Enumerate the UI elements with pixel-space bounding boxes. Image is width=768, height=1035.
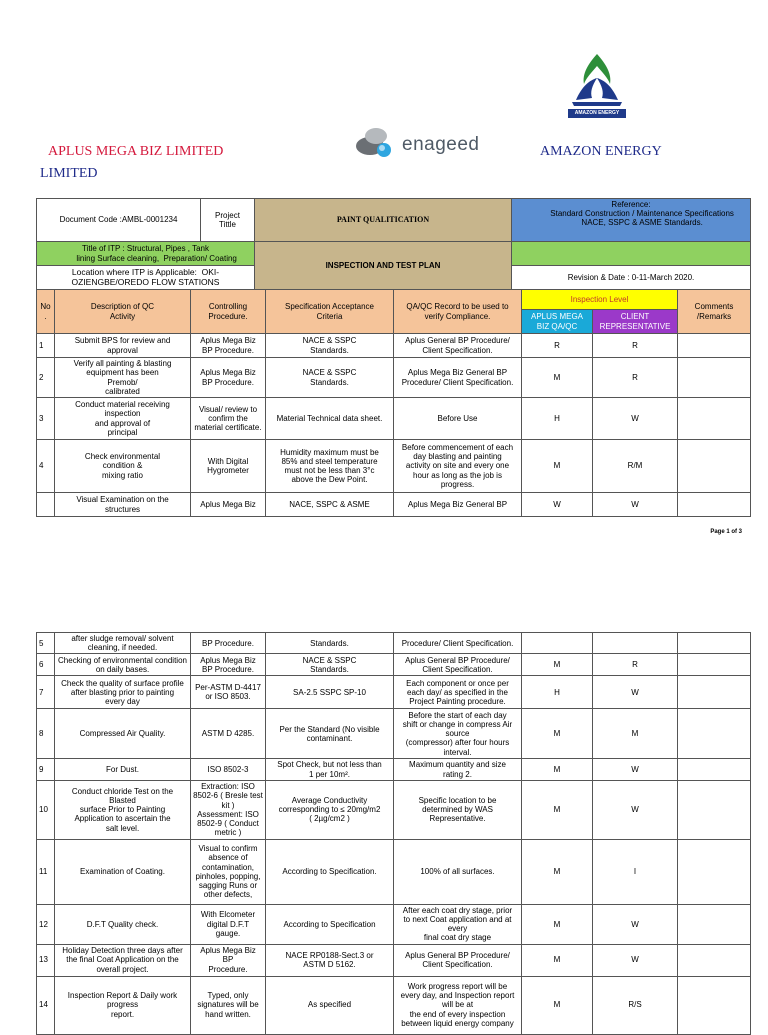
row-remarks bbox=[678, 633, 751, 654]
row-remarks bbox=[678, 944, 751, 976]
row-aplus-level: M bbox=[522, 709, 593, 759]
row-client-level: W bbox=[593, 493, 678, 517]
table-row bbox=[37, 759, 751, 780]
row-remarks bbox=[678, 976, 751, 1034]
row-acceptance-criteria: NACE RP0188-Sect.3 or ASTM D 5162. bbox=[266, 944, 394, 976]
col-header-inspection-level: Inspection Level bbox=[522, 290, 678, 310]
row-acceptance-criteria: NACE & SSPC Standards. bbox=[266, 334, 394, 358]
row-description: Holiday Detection three days after the final Coat Application on the overall project. bbox=[55, 944, 191, 976]
row-description: Conduct chloride Test on the Blasted surface Prior to Painting Application to ascertain the salt level. bbox=[55, 780, 191, 839]
itp-table-page2 bbox=[36, 632, 751, 1035]
row-controlling-procedure: ASTM D 4285. bbox=[191, 709, 266, 759]
row-acceptance-criteria: Material Technical data sheet. bbox=[266, 398, 394, 440]
row-description: Check the quality of surface profile after blasting prior to painting every day bbox=[55, 676, 191, 709]
row-record: Work progress report will be every day, and Inspection report will be at the end of every inspection between liquid energy company bbox=[394, 976, 522, 1034]
row-controlling-procedure: Typed, only signatures will be hand written. bbox=[191, 976, 266, 1034]
row-number: 10 bbox=[37, 780, 55, 839]
row-record: Specific location to be determined by WAS Representative. bbox=[394, 780, 522, 839]
row-client-level: R bbox=[593, 654, 678, 676]
amazon-energy-logo bbox=[562, 52, 632, 122]
row-record: After each coat dry stage, prior to next Coat application and at every final coat dry stage bbox=[394, 904, 522, 944]
row-aplus-level: W bbox=[522, 493, 593, 517]
row-record: Aplus Mega Biz General BP Procedure/ Client Specification. bbox=[394, 358, 522, 398]
paint-qualification: PAINT QUALITICATION bbox=[255, 199, 512, 242]
table-row bbox=[37, 358, 751, 398]
table-row bbox=[37, 633, 751, 654]
row-client-level: R bbox=[593, 334, 678, 358]
row-description: For Dust. bbox=[55, 759, 191, 780]
row-description: Conduct material receiving inspection and approval of principal bbox=[55, 398, 191, 440]
row-client-level bbox=[593, 633, 678, 654]
row-aplus-level: M bbox=[522, 976, 593, 1034]
row-remarks bbox=[678, 493, 751, 517]
row-remarks bbox=[678, 334, 751, 358]
row-client-level: I bbox=[593, 839, 678, 904]
row-number: 6 bbox=[37, 654, 55, 676]
row-acceptance-criteria: As specified bbox=[266, 976, 394, 1034]
row-aplus-level: M bbox=[522, 780, 593, 839]
row-number: 9 bbox=[37, 759, 55, 780]
row-number: 1 bbox=[37, 334, 55, 358]
row-number: 12 bbox=[37, 904, 55, 944]
row-number: 2 bbox=[37, 358, 55, 398]
enageed-logo bbox=[354, 124, 400, 160]
table-row bbox=[37, 709, 751, 759]
row-remarks bbox=[678, 398, 751, 440]
col-header-record: QA/QC Record to be used to verify Compliance. bbox=[394, 290, 522, 334]
row-client-level: R bbox=[593, 358, 678, 398]
row-client-level: M bbox=[593, 709, 678, 759]
row-client-level: W bbox=[593, 904, 678, 944]
page-number: Page 1 of 3 bbox=[710, 529, 742, 535]
table-row bbox=[37, 398, 751, 440]
row-acceptance-criteria: Per the Standard (No visible contaminant. bbox=[266, 709, 394, 759]
row-client-level: W bbox=[593, 944, 678, 976]
row-record: Aplus General BP Procedure/ Client Specification. bbox=[394, 334, 522, 358]
row-remarks bbox=[678, 709, 751, 759]
row-remarks bbox=[678, 780, 751, 839]
page2-rows bbox=[37, 633, 751, 1035]
row-client-level: W bbox=[593, 759, 678, 780]
row-remarks bbox=[678, 440, 751, 493]
table-row bbox=[37, 654, 751, 676]
table-row bbox=[37, 493, 751, 517]
row-controlling-procedure: Aplus Mega Biz BP Procedure. bbox=[191, 654, 266, 676]
row-remarks bbox=[678, 358, 751, 398]
table-row bbox=[37, 334, 751, 358]
col-header-aplus: APLUS MEGA BIZ QA/QC bbox=[522, 310, 593, 334]
row-aplus-level: R bbox=[522, 334, 593, 358]
row-record: Each component or once per each day/ as specified in the Project Painting procedure. bbox=[394, 676, 522, 709]
row-record: Aplus General BP Procedure/ Client Specification. bbox=[394, 654, 522, 676]
row-controlling-procedure: Aplus Mega Biz BP Procedure. bbox=[191, 334, 266, 358]
row-acceptance-criteria: According to Specification. bbox=[266, 839, 394, 904]
row-number: 13 bbox=[37, 944, 55, 976]
row-controlling-procedure: BP Procedure. bbox=[191, 633, 266, 654]
row-acceptance-criteria: According to Specification bbox=[266, 904, 394, 944]
itp-table-page1 bbox=[36, 289, 751, 517]
table-row bbox=[37, 839, 751, 904]
aplus-company-name: APLUS MEGA BIZ LIMITED bbox=[48, 144, 224, 159]
table-row bbox=[37, 976, 751, 1034]
row-description: Inspection Report & Daily work progress report. bbox=[55, 976, 191, 1034]
row-record: 100% of all surfaces. bbox=[394, 839, 522, 904]
row-client-level: W bbox=[593, 676, 678, 709]
row-record: Maximum quantity and size rating 2. bbox=[394, 759, 522, 780]
row-record: Before the start of each day shift or change in compress Air source (compressor) after four hours interval. bbox=[394, 709, 522, 759]
row-aplus-level: M bbox=[522, 759, 593, 780]
row-number bbox=[37, 493, 55, 517]
row-record: Before commencement of each day blasting and painting activity on site and every one hour as long as the job is progress. bbox=[394, 440, 522, 493]
itp-title: Title of ITP : Structural, Pipes , Tank lining Surface cleaning, Preparation/ Coating bbox=[37, 242, 255, 266]
col-header-description: Description of QC Activity bbox=[55, 290, 191, 334]
row-aplus-level bbox=[522, 633, 593, 654]
table-row bbox=[37, 780, 751, 839]
col-header-controlling: Controlling Procedure. bbox=[191, 290, 266, 334]
row-controlling-procedure: With Digital Hygrometer bbox=[191, 440, 266, 493]
row-acceptance-criteria: NACE & SSPC Standards. bbox=[266, 358, 394, 398]
row-remarks bbox=[678, 839, 751, 904]
row-acceptance-criteria: Average Conductivity corresponding to ≤ 20mg/m2 ( 2µg/cm2 ) bbox=[266, 780, 394, 839]
row-remarks bbox=[678, 654, 751, 676]
row-description: D.F.T Quality check. bbox=[55, 904, 191, 944]
row-description: Compressed Air Quality. bbox=[55, 709, 191, 759]
row-description: Checking of environmental condition on daily bases. bbox=[55, 654, 191, 676]
row-client-level: R/M bbox=[593, 440, 678, 493]
row-record: Aplus General BP Procedure/ Client Specification. bbox=[394, 944, 522, 976]
row-aplus-level: H bbox=[522, 398, 593, 440]
row-remarks bbox=[678, 759, 751, 780]
location: Location where ITP is Applicable: OKI- OZIENGBE/OREDO FLOW STATIONS bbox=[37, 266, 255, 290]
row-acceptance-criteria: Spot Check, but not less than 1 per 10m². bbox=[266, 759, 394, 780]
aplus-company-suffix: LIMITED bbox=[40, 166, 98, 181]
row-aplus-level: H bbox=[522, 676, 593, 709]
table-row bbox=[37, 676, 751, 709]
row-client-level: R/S bbox=[593, 976, 678, 1034]
table-row bbox=[37, 904, 751, 944]
row-record: Procedure/ Client Specification. bbox=[394, 633, 522, 654]
amazon-logo-text: AMAZON ENERGY bbox=[574, 110, 620, 116]
col-header-client: CLIENT REPRESENTATIVE bbox=[593, 310, 678, 334]
row-controlling-procedure: Aplus Mega Biz bbox=[191, 493, 266, 517]
row-aplus-level: M bbox=[522, 839, 593, 904]
row-acceptance-criteria: NACE, SSPC & ASME bbox=[266, 493, 394, 517]
row-number: 5 bbox=[37, 633, 55, 654]
row-aplus-level: M bbox=[522, 944, 593, 976]
col-header-criteria: Specification Acceptance Criteria bbox=[266, 290, 394, 334]
row-controlling-procedure: Per-ASTM D-4417 or ISO 8503. bbox=[191, 676, 266, 709]
enageed-swirl-icon bbox=[354, 124, 400, 160]
row-client-level: W bbox=[593, 398, 678, 440]
page1-rows bbox=[37, 334, 751, 517]
col-header-no: No . bbox=[37, 290, 55, 334]
table-row bbox=[37, 440, 751, 493]
row-record: Before Use bbox=[394, 398, 522, 440]
row-description: Visual Examination on the structures bbox=[55, 493, 191, 517]
table-row bbox=[37, 944, 751, 976]
row-controlling-procedure: With Elcometer digital D.F.T gauge. bbox=[191, 904, 266, 944]
row-controlling-procedure: ISO 8502-3 bbox=[191, 759, 266, 780]
row-controlling-procedure: Aplus Mega Biz BP Procedure. bbox=[191, 944, 266, 976]
row-acceptance-criteria: Humidity maximum must be 85% and steel temperature must not be less than 3°c above the Dew Point. bbox=[266, 440, 394, 493]
row-acceptance-criteria: NACE & SSPC Standards. bbox=[266, 654, 394, 676]
row-acceptance-criteria: SA-2.5 SSPC SP-10 bbox=[266, 676, 394, 709]
row-description: Submit BPS for review and approval bbox=[55, 334, 191, 358]
itp-header-table bbox=[36, 198, 751, 290]
row-description: Check environmental condition & mixing ratio bbox=[55, 440, 191, 493]
row-aplus-level: M bbox=[522, 904, 593, 944]
revision-date: Revision & Date : 0-11-March 2020. bbox=[512, 266, 751, 290]
row-acceptance-criteria: Standards. bbox=[266, 633, 394, 654]
row-aplus-level: M bbox=[522, 440, 593, 493]
row-number: 11 bbox=[37, 839, 55, 904]
row-description: after sludge removal/ solvent cleaning, if needed. bbox=[55, 633, 191, 654]
row-description: Verify all painting & blasting equipment has been Premob/ calibrated bbox=[55, 358, 191, 398]
row-record: Aplus Mega Biz General BP bbox=[394, 493, 522, 517]
row-description: Examination of Coating. bbox=[55, 839, 191, 904]
row-number: 3 bbox=[37, 398, 55, 440]
document-code: Document Code :AMBL-0001234 bbox=[37, 199, 201, 242]
enageed-wordmark: enageed bbox=[402, 134, 480, 155]
green-bar bbox=[512, 242, 751, 266]
amazon-company-name: AMAZON ENERGY bbox=[540, 144, 662, 159]
row-controlling-procedure: Extraction: ISO 8502-6 ( Bresle test kit ) Assessment: ISO 8502-9 ( Conduct metric ) bbox=[191, 780, 266, 839]
row-aplus-level: M bbox=[522, 358, 593, 398]
project-title-label: Project Tittle bbox=[201, 199, 255, 242]
row-controlling-procedure: Aplus Mega Biz BP Procedure. bbox=[191, 358, 266, 398]
row-controlling-procedure: Visual/ review to confirm the material certificate. bbox=[191, 398, 266, 440]
inspection-test-plan-title: INSPECTION AND TEST PLAN bbox=[255, 242, 512, 290]
row-controlling-procedure: Visual to confirm absence of contamination, pinholes, popping, sagging Runs or other defects, bbox=[191, 839, 266, 904]
row-number: 4 bbox=[37, 440, 55, 493]
row-number: 14 bbox=[37, 976, 55, 1034]
row-number: 8 bbox=[37, 709, 55, 759]
col-header-comments: Comments /Remarks bbox=[678, 290, 751, 334]
row-remarks bbox=[678, 676, 751, 709]
row-remarks bbox=[678, 904, 751, 944]
reference: Reference: Standard Construction / Maintenance Specifications NACE, SSPC & ASME Standards. bbox=[512, 199, 751, 242]
row-client-level: W bbox=[593, 780, 678, 839]
row-number: 7 bbox=[37, 676, 55, 709]
row-aplus-level: M bbox=[522, 654, 593, 676]
